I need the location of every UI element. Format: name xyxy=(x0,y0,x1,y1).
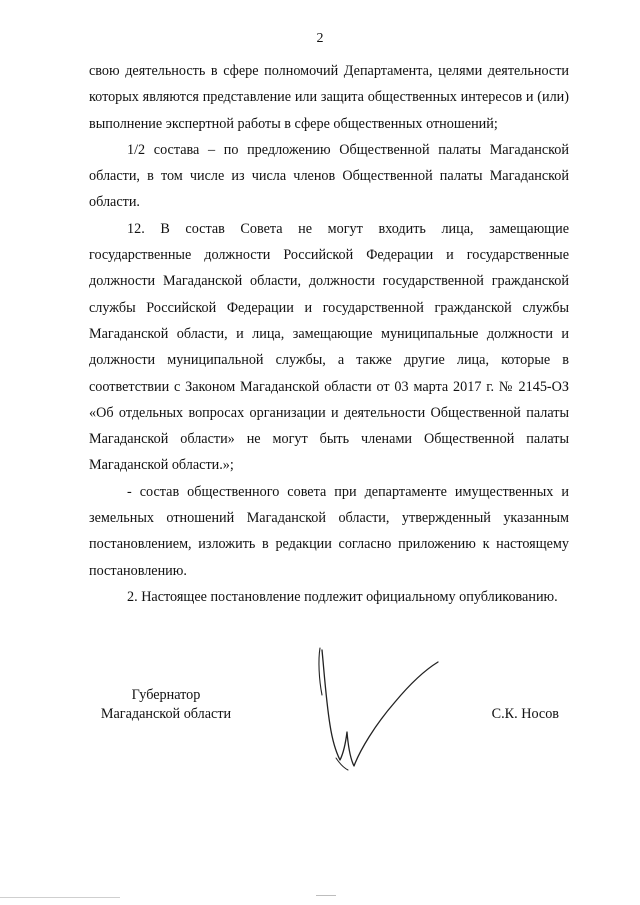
handwritten-signature xyxy=(300,640,450,780)
scan-artifact-line xyxy=(0,897,120,898)
paragraph-5: 2. Настоящее постановление подлежит официальному опубликованию. xyxy=(127,588,558,605)
signatory-title xyxy=(89,686,243,724)
signatory-name: С.К. Носов xyxy=(491,706,559,722)
document-body xyxy=(89,58,569,610)
page-number: 2 xyxy=(316,31,324,46)
paragraph-1: свою деятельность в сфере полномочий Департамента, целями деятельности которых являются представление или защита общественных интересов и (или) выполнение экспертной работы в сфере общественных отношений; xyxy=(89,63,569,132)
paragraph-3: 12. В состав Совета не могут входить лица, замещающие государственные должности Российской Федерации и государственные должности Магаданской области, должности государственной гражданской службы Российской Федерации и государственной гражданской службы Магаданской области, и лица, замещающие муниципальные должности и должности муниципальной службы, а также другие лица, которые в соответствии с Законом Магаданской области от 03 марта 2017 г. № 2145-ОЗ «Об отдельных вопросах организации и деятельности Общественной палаты Магаданской области» не могут быть членами Общественной палаты Магаданской области.»; xyxy=(89,220,569,474)
paragraph-4: - состав общественного совета при департаменте имущественных и земельных отношений Магаданской области, утвержденный указанным постановлением, изложить в редакции согласно приложению к настоящему постановлению. xyxy=(89,483,569,579)
signatory-title-line2: Магаданской области xyxy=(100,706,232,722)
scan-artifact-dash xyxy=(316,895,336,896)
paragraph-2: 1/2 состава – по предложению Общественной палаты Магаданской области, в том числе из числа членов Общественной палаты Магаданской области. xyxy=(89,141,569,211)
signatory-title-line1: Губернатор xyxy=(131,687,201,703)
